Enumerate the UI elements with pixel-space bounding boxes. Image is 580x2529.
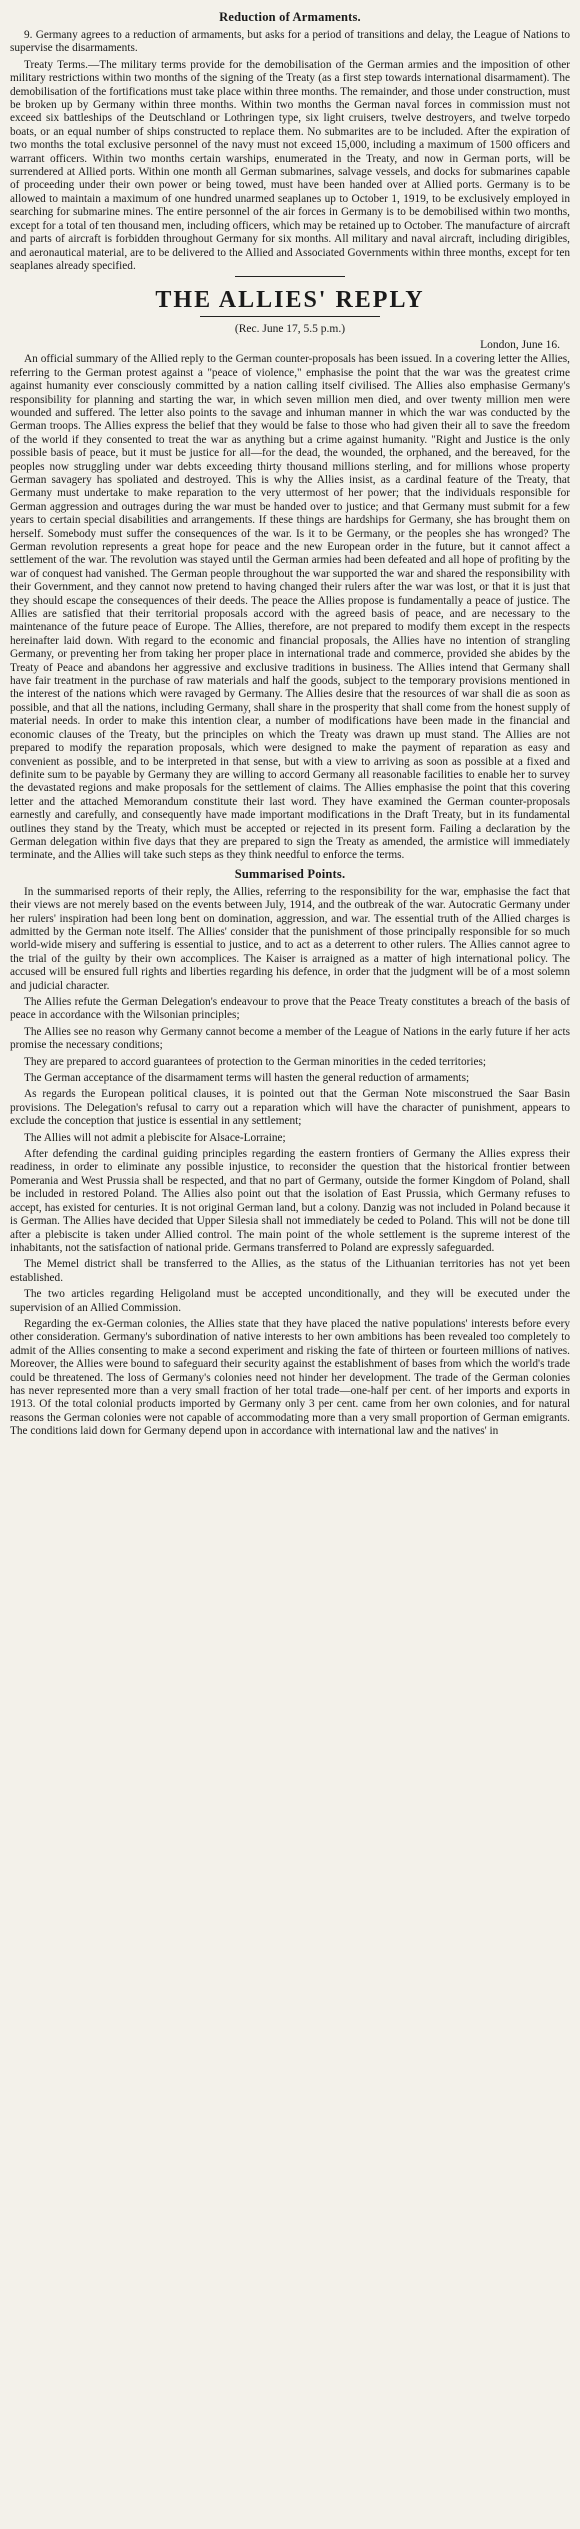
paragraph-official-summary: An official summary of the Allied reply to the German counter-proposals has been issued. In a covering letter the Allies, referring to the German protest against a "peace of violence," emphasise the point that the war was the greatest crime against humanity ever consciously committed by a nation calling itself civilised. The Allies also emphasise Germany's responsibility for planning and starting the war, in which seven million men died, and over twenty million men were wounded and suffered. The letter also points to the savage and inhuman manner in which the war was conducted by the German troops. The Allies express the belief that they would be false to those who had given their all to save the freedom of the world if they consented to treat the war as anything but a crime against humanity. "Right and Justice is the only possible basis of peace, but it must be justice for all—for the dead, the wounded, the orphaned, and the bereaved, for the peoples now struggling under war debts exceeding thirty thousand millions sterling, and for millions whose property German savagery has spoliated and destroyed. This is why the Allies insist, as a cardinal feature of the Treaty, that Germany must undertake to make reparation to the very uttermost of her power; that the individuals responsible for German aggression and outrages during the war must be handed over to justice; and that Germany must submit for a few years to certain special disabilities and arrangements. If these things are hardships for Germany, she has brought them on herself. Somebody must suffer the consequences of the war. Is it to be Germany, or the peoples she has wronged? The German revolution represents a great hope for peace and the new European order in the future, but it cannot affect a settlement of the war. The revolution was stayed until the German armies had been defeated and all hope of profiting by the war of conquest had vanished. The German people throughout the war supported the war and shared the responsibility with their Government, and they cannot now pretend to having changed their rulers after the war was lost, or that it is just that they should escape the consequences of their deeds. The peace the Allies propose is fundamentally a peace of justice. The Allies are satisfied that their territorial proposals accord with the agreed basis of peace, and are necessary to the maintenance of the future peace of Europe. The Allies, therefore, are not prepared to modify them except in the respects hereinafter laid down. With regard to the economic and financial proposals, the Allies have no intention of strangling Germany, or preventing her from taking her proper place in international trade and commerce, provided she abides by the Treaty of Peace and abandons her aggressive and exclusive traditions in business. The Allies intend that Germany shall have fair treatment in the purchase of raw materials and half the goods, subject to the temporary provisions mentioned in the interest of the nations which were ravaged by Germany. The Allies desire that the resources of war shall die as soon as possible, and that all the nations, including Germany, shall share in the prosperity that shall come from the honest supply of material needs. In order to make this intention clear, a number of modifications have been made in the financial and economic clauses of the Treaty, but the principles on which the Treaty was drawn up must stand. The Allies are not prepared to modify the reparation proposals, which were designed to make the payment of reparation as easy and convenient as possible, and to be interpreted in that sense, but with a view to arriving as soon as possible at a fixed and definite sum to be payable by Germany they are willing to accord Germany all reasonable facilities to enable her to survey the devastated regions and make proposals for the settlement of claims. The Allies emphasise the point that this covering letter and the attached Memorandum constitute their last word. They have examined the German counter-proposals earnestly and carefully, and consequently have made important modifications in the Draft Treaty, but in its fundamental outlines they stand by the Treaty, which must be accepted or rejected in its present form. Failing a declaration by the German delegation within five days that they are prepared to sign the Treaty as amended, the armistice will immediately terminate, and the Allies will take such steps as they think needful to enforce the terms. [10,353,570,862]
dateline: London, June 16. [480,339,560,352]
title-underline [200,316,380,317]
paragraph-wilsonian: The Allies refute the German Delegation's endeavour to prove that the Peace Treaty constitutes a breach of the basis of peace in accordance with the Wilsonian principles; [10,996,570,1022]
paragraph-league-of-nations: The Allies see no reason why Germany cannot become a member of the League of Nations in the early future if her acts promise the necessary conditions; [10,1025,570,1052]
paragraph-germany-agrees: 9. Germany agrees to a reduction of armaments, but asks for a period of transitions and delay, the League of Nations to supervise the disarmaments. [10,29,570,55]
paragraph-memel: The Memel district shall be transferred to the Allies, as the status of the Lithuanian territories has not yet been established. [10,1258,570,1284]
divider-rule [235,276,345,277]
paragraph-european-clauses: As regards the European political clauses, it is pointed out that the German Note misconstrued the Saar Basin provisions. The Delegation's refusal to carry out a reparation which will have the character of punishment, appears to exclude the conception that justice is essential in any settlement; [10,1088,570,1128]
received-time: (Rec. June 17, 5.5 p.m.) [234,323,346,336]
paragraph-summarised-reports: In the summarised reports of their reply, the Allies, referring to the responsibility for the war, emphasise the fact that their views are not merely based on the events between July, 1914, and the outbreak of the war. Autocratic Germany under her rulers' inspiration had been long bent on domination, aggression, and war. The essential truth of the Allied charges is admitted by the German note itself. The Allies' consider that the punishment of those principally responsible for so much world-wide misery and suffering is essential to justice, and to act as a deterrent to other rulers. The Allies cannot agree to the trial of the guilty by their own accomplices. The Kaiser is arraigned as a matter of high international policy. The accused will be ensured full rights and liberties regarding his defence, in order that the judgment will be of a most solemn and judicial character. [10,885,570,992]
paragraph-treaty-terms: Treaty Terms.—The military terms provide for the demobilisation of the German armies and the imposition of other military restrictions within two months of the signing of the Treaty (as a first step towards international disarmament). The demobilisation of the fortifications must take place within three months. The remainder, and those under construction, must be broken up by Germany within three months. Within two months the German naval forces in commission must not exceed six battleships of the Deutschland or Lothringen type, six light cruisers, twelve destroyers, and twelve torpedo boats, or an equal number of ships constructed to replace them. No submarites are to be included. After the expiration of two months the total exclusive personnel of the navy must not exceed 15,000, including a maximum of 1500 officers and warrant officers. Within two months certain warships, enumerated in the Treaty, and now in German ports, will be surrendered at Allied ports. Within one month all German submarines, salvage vessels, and docks for submarines capable of proceeding under their own power or being towed, must have been handed over at Allied ports. Germany is to be allowed to maintain a maximum of one hundred unarmed seaplanes up to October 1, 1919, to be exclusively employed in searching for submarine mines. The entire personnel of the air forces in Germany is to be demobilised within two months, except for a total of ten thousand men, including officers, which may be retained up to October. The manufacture of aircraft and parts of aircraft is forbidden throughout Germany for six months. All military and naval aircraft, including dirigibles, and aeronautical material, are to be delivered to the Allied and Associated Governments within three months, except for ten seaplanes already specified. [10,58,570,272]
paragraph-minorities: They are prepared to accord guarantees of protection to the German minorities in the ceded territories; [24,1055,487,1068]
paragraph-colonies: Regarding the ex-German colonies, the Allies state that they have placed the native populations' interests before every other consideration. Germany's subordination of native interests to her own ambitions has been revealed too completely to admit of the Allies consenting to make a second experiment and risking the fate of thirteen or fourteen millions of natives. Moreover, the Allies were bound to safeguard their security against the establishment of bases from which the world's trade could be threatened. The loss of Germany's colonies need not hinder her development. The trade of the German colonies has never represented more than a very small fraction of her total trade—one-half per cent. of her imports and exports in 1913. Of the total colonial products imported by Germany only 3 per cent. came from her own colonies, and for natural reasons the German colonies were not capable of accommodating more than a very small proportion of German emigrants. The conditions laid down for Germany depend upon in accordance with international law and the natives' in [10,1317,570,1438]
section-heading-summarised-points: Summarised Points. [234,866,346,881]
paragraph-disarmament: The German acceptance of the disarmament terms will hasten the general reduction of armaments; [24,1072,470,1085]
article-title-allies-reply: THE ALLIES' REPLY [155,287,425,314]
newspaper-page [10,0,570,1439]
paragraph-alsace-lorraine: The Allies will not admit a plebiscite for Alsace-Lorraine; [24,1131,286,1144]
section-heading-reduction-of-armaments: Reduction of Armaments. [219,10,361,24]
paragraph-heligoland: The two articles regarding Heligoland must be accepted unconditionally, and they will be executed under the supervision of an Allied Commission. [10,1288,570,1314]
paragraph-eastern-frontiers: After defending the cardinal guiding principles regarding the eastern frontiers of Germany the Allies express their readiness, in order to eliminate any possible injustice, to reconsider the question that the historical frontier between Pomerania and West Prussia shall be respected, and that no part of Germany, outside the former Kingdom of Poland, shall be included in restored Poland. The Allies also point out that the isolation of East Prussia, which Germany refuses to accept, has existed for centuries. It is not original German land, but a colony. Danzig was not included in Poland because it is German. The Allies have decided that Upper Silesia shall not immediately be ceded to Poland. This will not be done till after a plebiscite is taken under Allied control. The main point of the whole settlement is the supreme interest of the inhabitants, not the satisfaction of national pride. Germans transferred to Poland are expressly safeguarded. [10,1148,570,1254]
